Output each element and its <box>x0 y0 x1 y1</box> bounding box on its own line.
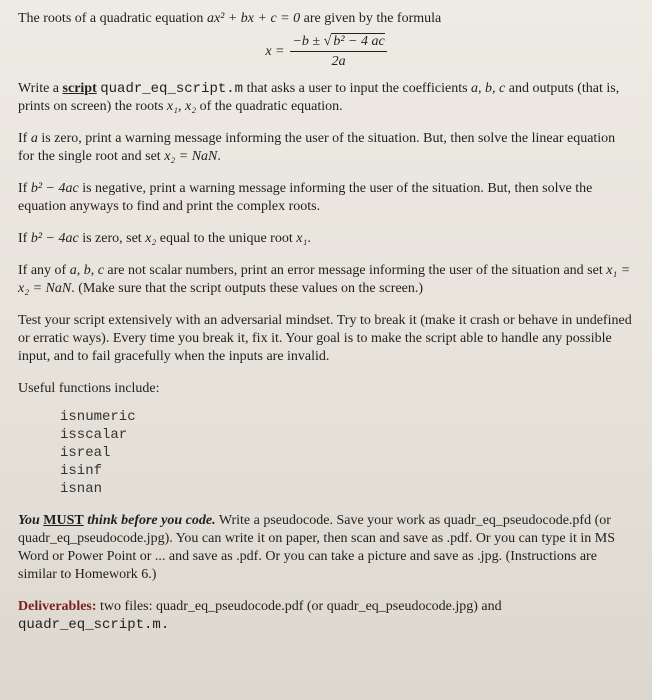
formula-numerator: −b ± √ b² − 4 ac <box>290 34 386 52</box>
function-item: isreal <box>60 445 111 461</box>
formula-lhs: x = <box>265 44 285 59</box>
function-item: isscalar <box>60 427 128 443</box>
a-zero-paragraph: If a is zero, print a warning message informing the user of the situation. But, then solve the linear equation for the single root and set x₂ = NaN. <box>18 131 616 164</box>
intro-text: The roots of a quadratic equation <box>18 11 207 26</box>
script-keyword: script <box>62 81 97 96</box>
deliverables-paragraph: Deliverables: two files: quadr_eq_pseudocode.pdf (or quadr_eq_pseudocode.jpg) and quadr_eq_script.m. <box>18 599 502 633</box>
intro-paragraph <box>18 10 634 28</box>
deliverables-label: Deliverables: <box>18 599 97 614</box>
useful-functions-heading: Useful functions include: <box>18 381 160 396</box>
must-keyword: MUST <box>43 513 84 528</box>
testing-paragraph: Test your script extensively with an adversarial mindset. Try to break it (make it crash or behave in undefined or erratic ways). Every time you break it, fix it. Your goal is to make the script able to handle any possible input, and to fail gracefully when the inputs are invalid. <box>18 313 632 364</box>
formula-fraction <box>290 34 386 70</box>
quadratic-formula <box>18 34 634 70</box>
function-item: isinf <box>60 463 103 479</box>
useful-functions-list <box>60 408 634 498</box>
intro-text-end: are given by the formula <box>300 11 442 26</box>
deliverable-script-filename: quadr_eq_script.m. <box>18 617 170 633</box>
function-item: isnan <box>60 481 103 497</box>
pseudocode-paragraph: You MUST think before you code. Write a pseudocode. Save your work as quadr_eq_pseudocode.pfd (or quadr_eq_pseudocode.jpg). You can write it on paper, then scan and save as .pdf. Or you can type it in MS Word or Power Point or ... and save as .pdf. Or you can take a picture and save as .jpg. (Instructions are similar to Homework 6.) <box>18 513 616 582</box>
zero-discriminant-paragraph: If b² − 4ac is zero, set x₂ equal to the unique root x₁. <box>18 231 311 246</box>
task-paragraph: Write a script quadr_eq_script.m that asks a user to input the coefficients a, b, c and outputs (that is, prints on screen) the roots x₁, x₂ of the quadratic equation. <box>18 81 620 114</box>
non-scalar-paragraph: If any of a, b, c are not scalar numbers, print an error message informing the user of the situation and set x₁ = x₂ = NaN. (Make sure that the script outputs these values on the screen.) <box>18 263 631 296</box>
script-filename: quadr_eq_script.m <box>100 81 244 97</box>
formula-radicand: b² − 4 ac <box>333 34 385 49</box>
quadratic-equation: ax² + bx + c = 0 <box>206 11 301 26</box>
function-item: isnumeric <box>60 409 136 425</box>
formula-denominator: 2a <box>331 54 346 69</box>
negative-discriminant-paragraph: If b² − 4ac is negative, print a warning message informing the user of the situation. But, then solve the equation anyways to find and print the complex roots. <box>18 181 593 214</box>
